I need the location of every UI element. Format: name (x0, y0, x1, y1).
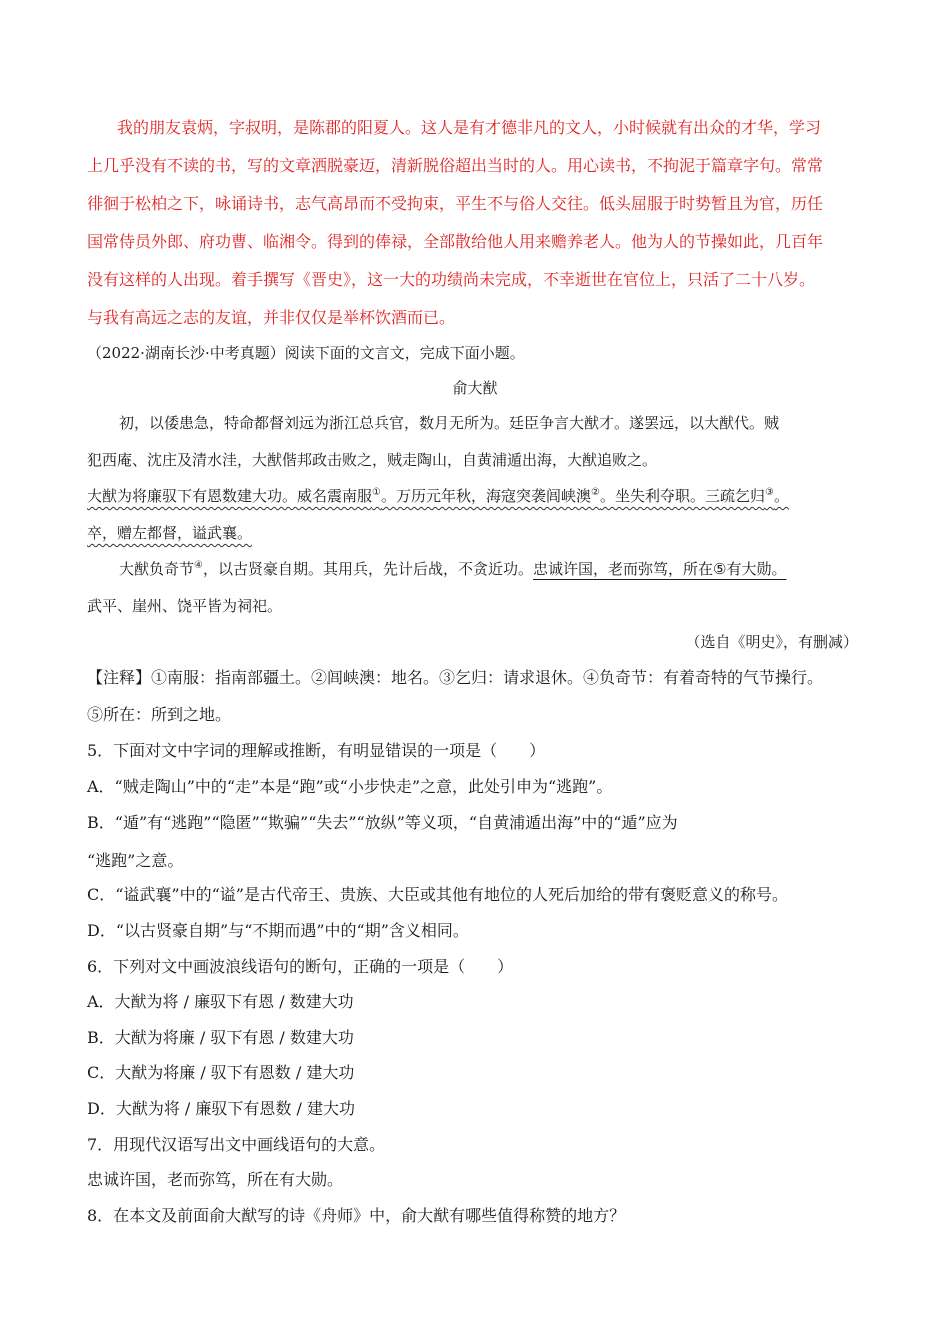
underlined-sentence: 忠诚许国，老而弥笃，所在⑤有大勋。 (533, 560, 787, 578)
source-line: （2022·湖南长沙·中考真题）阅读下面的文言文，完成下面小题。 (87, 344, 525, 362)
translation-line-3: 徘徊于松柏之下，咏诵诗书，志气高昂而不受拘束，平生不与俗人交往。低头屈服于时势暂且为官，历任 (87, 194, 824, 213)
passage-attribution: （选自《明史》，有删减） (685, 633, 858, 651)
translation-line-6: 与我有高远之志的友谊，并非仅仅是举杯饮酒而已。 (87, 308, 456, 327)
passage-p2-line-2: 卒，赠左都督，谥武襄。 (87, 524, 253, 542)
q6-stem: 6．下列对文中画波浪线语句的断句，正确的一项是（ ） (87, 957, 514, 976)
q5-option-a: A．“贼走陶山”中的“走”本是“跑”或“小步快走”之意，此处引申为“逃跑”。 (87, 777, 613, 796)
passage-p1-line-1: 初，以倭患急，特命都督刘远为浙江总兵官，数月无所为。廷臣争言大猷才。遂罢远，以大猷代。贼 (119, 414, 780, 432)
q5-option-b-line-1: B．“遁”有“逃跑”“隐匿”“欺骗”“失去”“放纵”等义项，“自黄浦遁出海”中的“遁”应为 (87, 813, 678, 832)
q5-option-c: C．“谥武襄”中的“谥”是古代帝王、贵族、大臣或其他有地位的人死后加给的带有褒贬意义的称号。 (87, 885, 788, 904)
q6-option-d: D．大猷为将 / 廉驭下有恩数 / 建大功 (87, 1099, 355, 1118)
translation-line-2: 上几乎没有不读的书，写的文章洒脱豪迈，清新脱俗超出当时的人。用心读书，不拘泥于篇章字句。常常 (87, 156, 824, 175)
q5-option-d: D．“以古贤豪自期”与“不期而遇”中的“期”含义相同。 (87, 921, 469, 940)
q8-stem: 8．在本文及前面俞大猷写的诗《舟师》中，俞大猷有哪些值得称赞的地方？ (87, 1206, 626, 1225)
q5-stem: 5．下面对文中字词的理解或推断，有明显错误的一项是（ ） (87, 741, 546, 760)
q6-option-c: C．大猷为将廉 / 驭下有恩数 / 建大功 (87, 1063, 355, 1082)
q5-option-b-line-2: “逃跑”之意。 (87, 851, 184, 870)
translation-line-5: 没有这样的人出现。着手撰写《晋史》，这一大的功绩尚未完成，不幸逝世在官位上，只活了二十八岁。 (87, 270, 816, 289)
translation-line-1: 我的朋友袁炳，字叔明，是陈郡的阳夏人。这人是有才德非凡的文人，小时候就有出众的才华，学习 (117, 118, 822, 137)
q7-stem: 7．用现代汉语写出文中画线语句的大意。 (87, 1135, 386, 1154)
q6-option-b: B．大猷为将廉 / 驭下有恩 / 数建大功 (87, 1028, 354, 1047)
notes-line-1: 【注释】①南服：指南部疆土。②闾峡澳：地名。③乞归：请求退休。④负奇节：有着奇特的气节操行。 (87, 668, 824, 687)
passage-p2-line-1 (87, 486, 789, 506)
passage-p1-line-2: 犯西庵、沈庄及清水洼，大猷偕邦政击败之，贼走陶山，自黄浦遁出海，大猷追败之。 (87, 451, 658, 469)
passage-p3-line-2: 武平、崖州、饶平皆为祠祀。 (87, 597, 283, 615)
q6-option-a: A．大猷为将 / 廉驭下有恩 / 数建大功 (87, 992, 354, 1011)
passage-p3-line-1: 大猷负奇节④，以古贤豪自期。其用兵，先计后战，不贪近功。忠诚许国，老而弥笃，所在⑤有大勋。 (119, 560, 787, 578)
passage-title: 俞大猷 (452, 379, 498, 397)
q7-sentence: 忠诚许国，老而弥笃，所在有大勋。 (87, 1170, 344, 1189)
wavy-underlined-sentence: 大猷为将廉驭下有恩数建大功。威名震南服①。万历元年秋，海寇突袭闾峡澳②。坐失利夺职。三疏乞归③。 (87, 487, 789, 505)
translation-line-4: 国常侍员外郎、府功曹、临湘令。得到的俸禄，全部散给他人用来赡养老人。他为人的节操如此，几百年 (87, 232, 824, 251)
notes-line-2: ⑤所在：所到之地。 (87, 705, 232, 724)
